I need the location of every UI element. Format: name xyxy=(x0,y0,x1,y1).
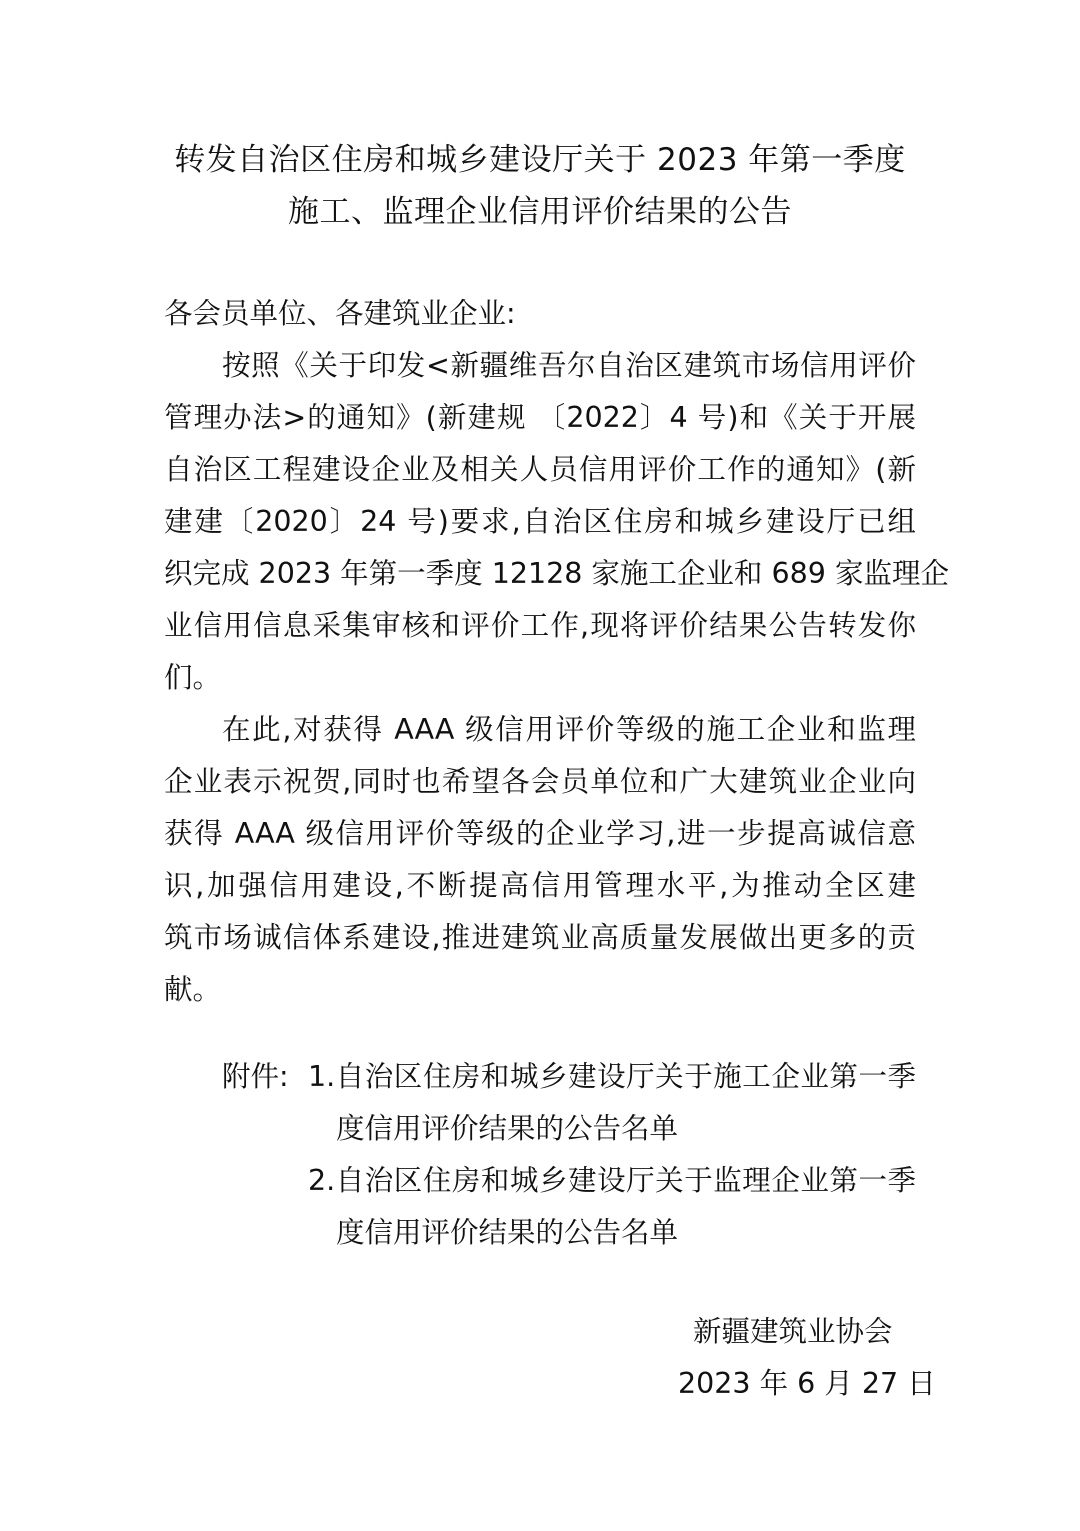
attachment-item-1: 1.自治区住房和城乡建设厅关于施工企业第一季 xyxy=(308,1060,916,1093)
paragraph2-line: 献。 xyxy=(164,973,222,1006)
paragraph1-line: 建建〔2020〕24 号)要求,自治区住房和城乡建设厅已组 xyxy=(164,505,916,538)
paragraph1-line: 自治区工程建设企业及相关人员信用评价工作的通知》(新 xyxy=(164,453,916,486)
paragraph1-line: 按照《关于印发<新疆维吾尔自治区建筑市场信用评价 xyxy=(222,349,916,382)
attachment-item-1-continuation: 度信用评价结果的公告名单 xyxy=(336,1112,679,1145)
paragraph1-line: 管理办法>的通知》(新建规 〔2022〕4 号)和《关于开展 xyxy=(164,401,916,434)
signature-date: 2023 年 6 月 27 日 xyxy=(678,1367,936,1400)
signature-organization: 新疆建筑业协会 xyxy=(693,1315,893,1348)
paragraph2-line: 企业表示祝贺,同时也希望各会员单位和广大建筑业企业向 xyxy=(164,765,916,798)
attachment-item-2-continuation: 度信用评价结果的公告名单 xyxy=(336,1216,679,1249)
document-title-line-2: 施工、监理企业信用评价结果的公告 xyxy=(288,194,792,230)
paragraph2-line: 获得 AAA 级信用评价等级的企业学习,进一步提高诚信意 xyxy=(164,817,916,850)
paragraph2-line: 筑市场诚信体系建设,推进建筑业高质量发展做出更多的贡 xyxy=(164,921,916,954)
paragraph2-line: 在此,对获得 AAA 级信用评价等级的施工企业和监理 xyxy=(222,713,916,746)
paragraph2-line: 识,加强信用建设,不断提高信用管理水平,为推动全区建 xyxy=(164,869,916,902)
paragraph1-line: 们。 xyxy=(164,661,222,694)
attachments-label: 附件: xyxy=(222,1060,289,1093)
paragraph1-line: 织完成 2023 年第一季度 12128 家施工企业和 689 家监理企 xyxy=(164,557,949,590)
attachment-item-2: 2.自治区住房和城乡建设厅关于监理企业第一季 xyxy=(308,1164,916,1197)
salutation: 各会员单位、各建筑业企业: xyxy=(164,297,516,330)
document-title-line-1: 转发自治区住房和城乡建设厅关于 2023 年第一季度 xyxy=(174,142,906,178)
paragraph1-line: 业信用信息采集审核和评价工作,现将评价结果公告转发你 xyxy=(164,609,916,642)
